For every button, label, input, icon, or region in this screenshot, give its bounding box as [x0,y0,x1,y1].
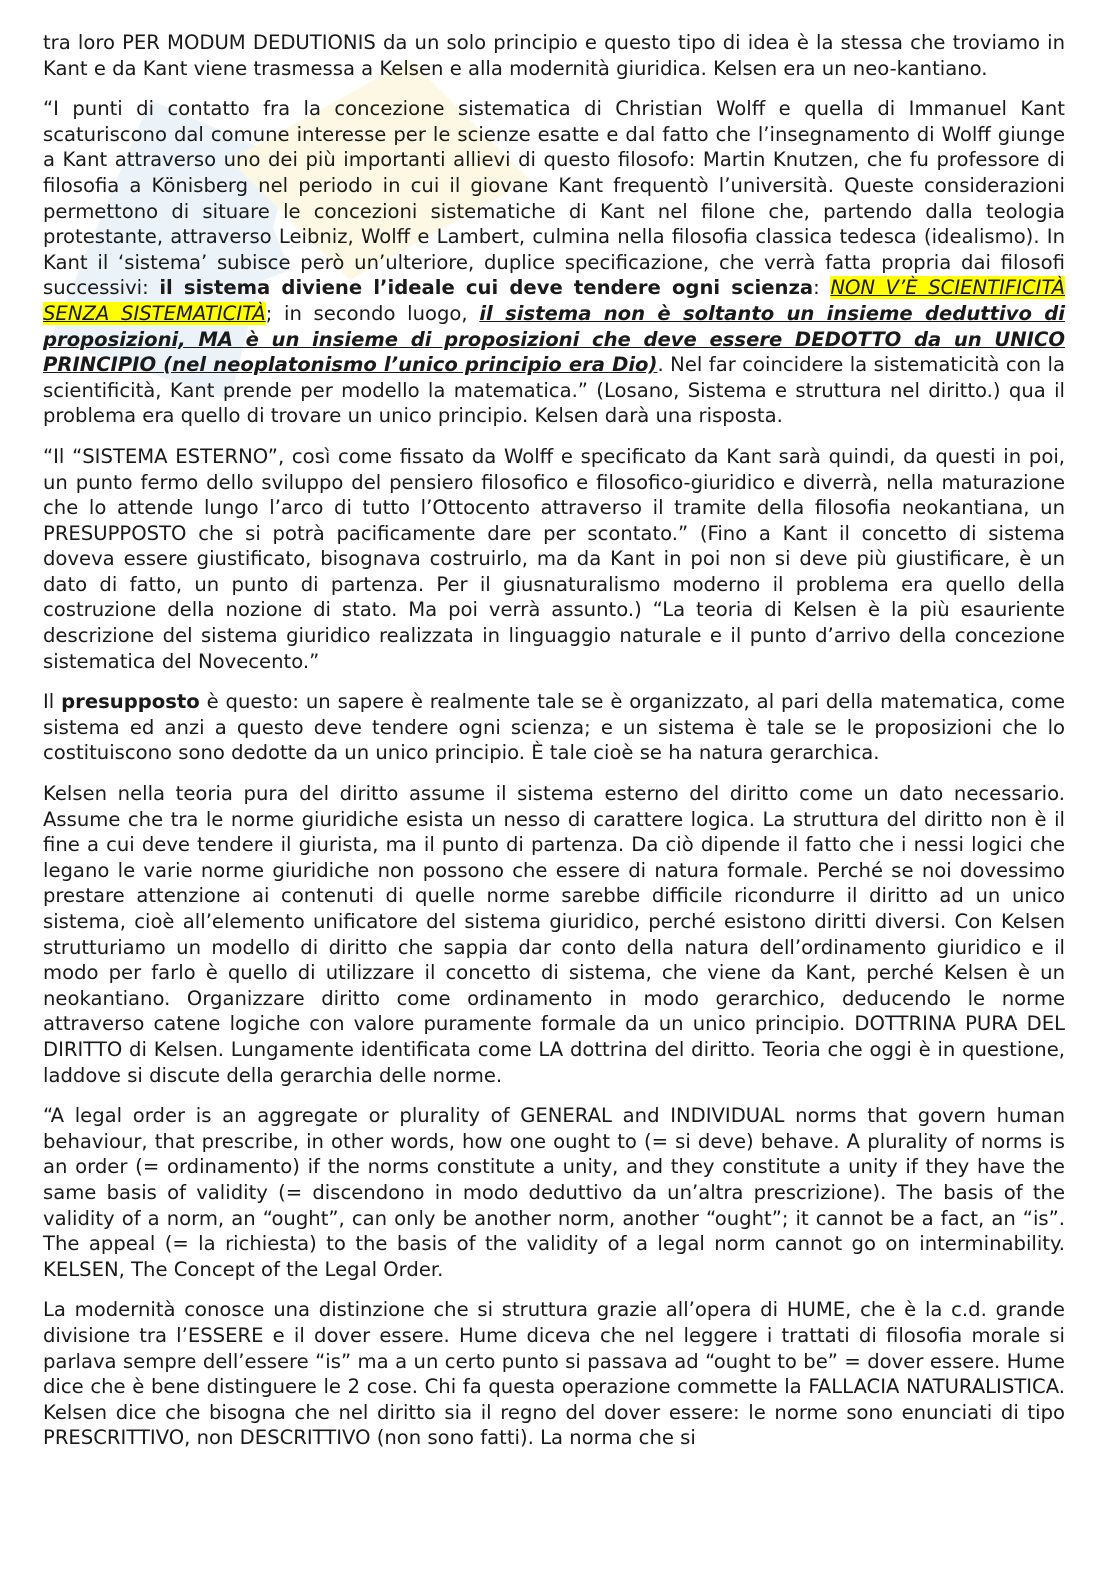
paragraph-1: tra loro PER MODUM DEDUTIONIS da un solo principio e questo tipo di idea è la stessa che troviamo in Kant e da Kant viene trasmessa a Kelsen e alla modernità giuridica. Kelsen era un neo-kantiano. [43,31,1065,80]
paragraph-4-text-c: è questo: un sapere è realmente tale se è organizzato, al pari della matematica, come sistema ed anzi a questo deve tendere ogni scienza; e un sistema è tale se le proposizioni che lo costituiscono sono dedotte da un unico principio. È tale cioè se ha natura gerarchica. [43,690,1065,765]
paragraph-5: Kelsen nella teoria pura del diritto assume il sistema esterno del diritto come un dato necessario. Assume che tra le norme giuridiche esista un nesso di carattere logica. La struttura del diritto non è il fine a cui deve tendere il giurista, ma il punto di partenza. Da ciò dipende il fatto che i nessi logici che legano le varie norme giuridiche non possono che essere di natura formale. Perché se noi dovessimo prestare attenzione ai contenuti di quelle norme sarebbe difficile ricondurre il diritto ad un unico sistema, cioè all’elemento unificatore del sistema giuridico, perché esistono diritti diversi. Con Kelsen strutturiamo un modello di diritto che sappia dar conto della natura dell’ordinamento giuridico e il modo per farlo è quello di utilizzare il concetto di sistema, che viene da Kant, perché Kelsen è un neokantiano. Organizzare diritto come ordinamento in modo gerarchico, deducendo le norme attraverso catene logiche con valore puramente formale da un unico principio. DOTTRINA PURA DEL DIRITTO di Kelsen. Lungamente identificata come LA dottrina del diritto. Teoria che oggi è in questione, laddove si discute della gerarchia delle norme. [43,782,1065,1087]
paragraph-2-text-g: . Nel far coincidere la sistematicità con la scientificità, Kant prende per modello la matematica.” (Losano, Sistema e struttura nel diritto.) qua il problema era quello di trovare un unico principio. Kelsen darà una risposta. [43,353,1065,428]
paragraph-4-bold: presupposto [61,690,200,714]
paragraph-3: “Il “SISTEMA ESTERNO”, così come fissato da Wolff e specificato da Kant sarà quindi, da questi in poi, un punto fermo dello sviluppo del pensiero filosofico e filosofico-giuridico e diverrà, nella maturazione che lo attende lungo l’arco di tutto l’Ottocento attraverso il tramite della filosofia neokantiana, un PRESUPPOSTO che si potrà pacificamente dare per scontato.” (Fino a Kant il concetto di sistema doveva essere giustificato, bisognava costruirlo, ma da Kant in poi non si deve più giustificare, è un dato di fatto, un punto di partenza. Per il giusnaturalismo moderno il problema era quello della costruzione della nozione di stato. Ma poi verrà assunto.) “La teoria di Kelsen è la più esauriente descrizione del sistema giuridico realizzata in linguaggio naturale e il punto d’arrivo della concezione sistematica del Novecento.” [43,444,1065,673]
paragraph-2-text-a: “I punti di contatto fra la concezione sistematica di Christian Wolff e quella di Immanuel Kant scaturiscono dal comune interesse per le scienze esatte e dal fatto che l’insegnamento di Wolff giunge a Kant attraverso uno dei più importanti allievi di questo filosofo: Martin Knutzen, che fu professore di filosofia a Könisberg nel periodo in cui il giovane Kant frequentò l’università. Queste considerazioni permettono di situare le concezioni sistematiche di Kant nel filone che, partendo dalla teologia protestante, attraverso Leibniz, Wolff e Lambert, culmina nella filosofia classica tedesca (idealismo). In Kant il ‘sistema’ subisce però un’ulteriore, duplice specificazione, che verrà fatta propria dai filosofi successivi: [43,97,1065,300]
paragraph-2 [43,96,1065,429]
paragraph-2-bold-italic: il sistema non è soltanto un insieme deduttivo di proposizioni, MA è un insieme di proposizioni che deve essere DEDOTTO da un UNICO PRINCIPIO (nel neoplatonismo l’unico principio era Dio) [43,301,1066,377]
paragraph-2-bold: il sistema diviene l’ideale cui deve tendere ogni scienza [159,276,814,300]
paragraph-4 [43,689,1065,766]
document-body [43,30,1065,1466]
paragraph-2-highlight: NON V’È SCIENTIFICITÀ SENZA SISTEMATICITÀ [43,276,1065,325]
paragraph-6: “A legal order is an aggregate or plurality of GENERAL and INDIVIDUAL norms that govern human behaviour, that prescribe, in other words, how one ought to (= si deve) behave. A plurality of norms is an order (= ordinamento) if the norms constitute a unity, and they constitute a unity if they have the same basis of validity (= discendono in modo deduttivo da un’altra prescrizione). The basis of the validity of a norm, an “ought”, can only be another norm, another “ought”; it cannot be a fact, an “is”. The appeal (= la richiesta) to the basis of the validity of a legal norm cannot go on interminability. KELSEN, The Concept of the Legal Order. [43,1104,1065,1281]
paragraph-2-text-e: ; in secondo luogo, [265,301,480,325]
paragraph-7: La modernità conosce una distinzione che si struttura grazie all’opera di HUME, che è la c.d. grande divisione tra l’ESSERE e il dover essere. Hume diceva che nel leggere i trattati di filosofia morale si parlava sempre dell’essere “is” ma a un certo punto si passava ad “ought to be” = dover essere. Hume dice che è bene distinguere le 2 cose. Chi fa questa operazione commette la FALLACIA NATURALISTICA. Kelsen dice che bisogna che nel diritto sia il regno del dover essere: le norme sono enunciati di tipo PRESCRITTIVO, non DESCRITTIVO (non sono fatti). La norma che si [43,1298,1065,1450]
paragraph-2-text-c: : [813,276,831,300]
paragraph-4-text-a: Il [43,690,62,714]
